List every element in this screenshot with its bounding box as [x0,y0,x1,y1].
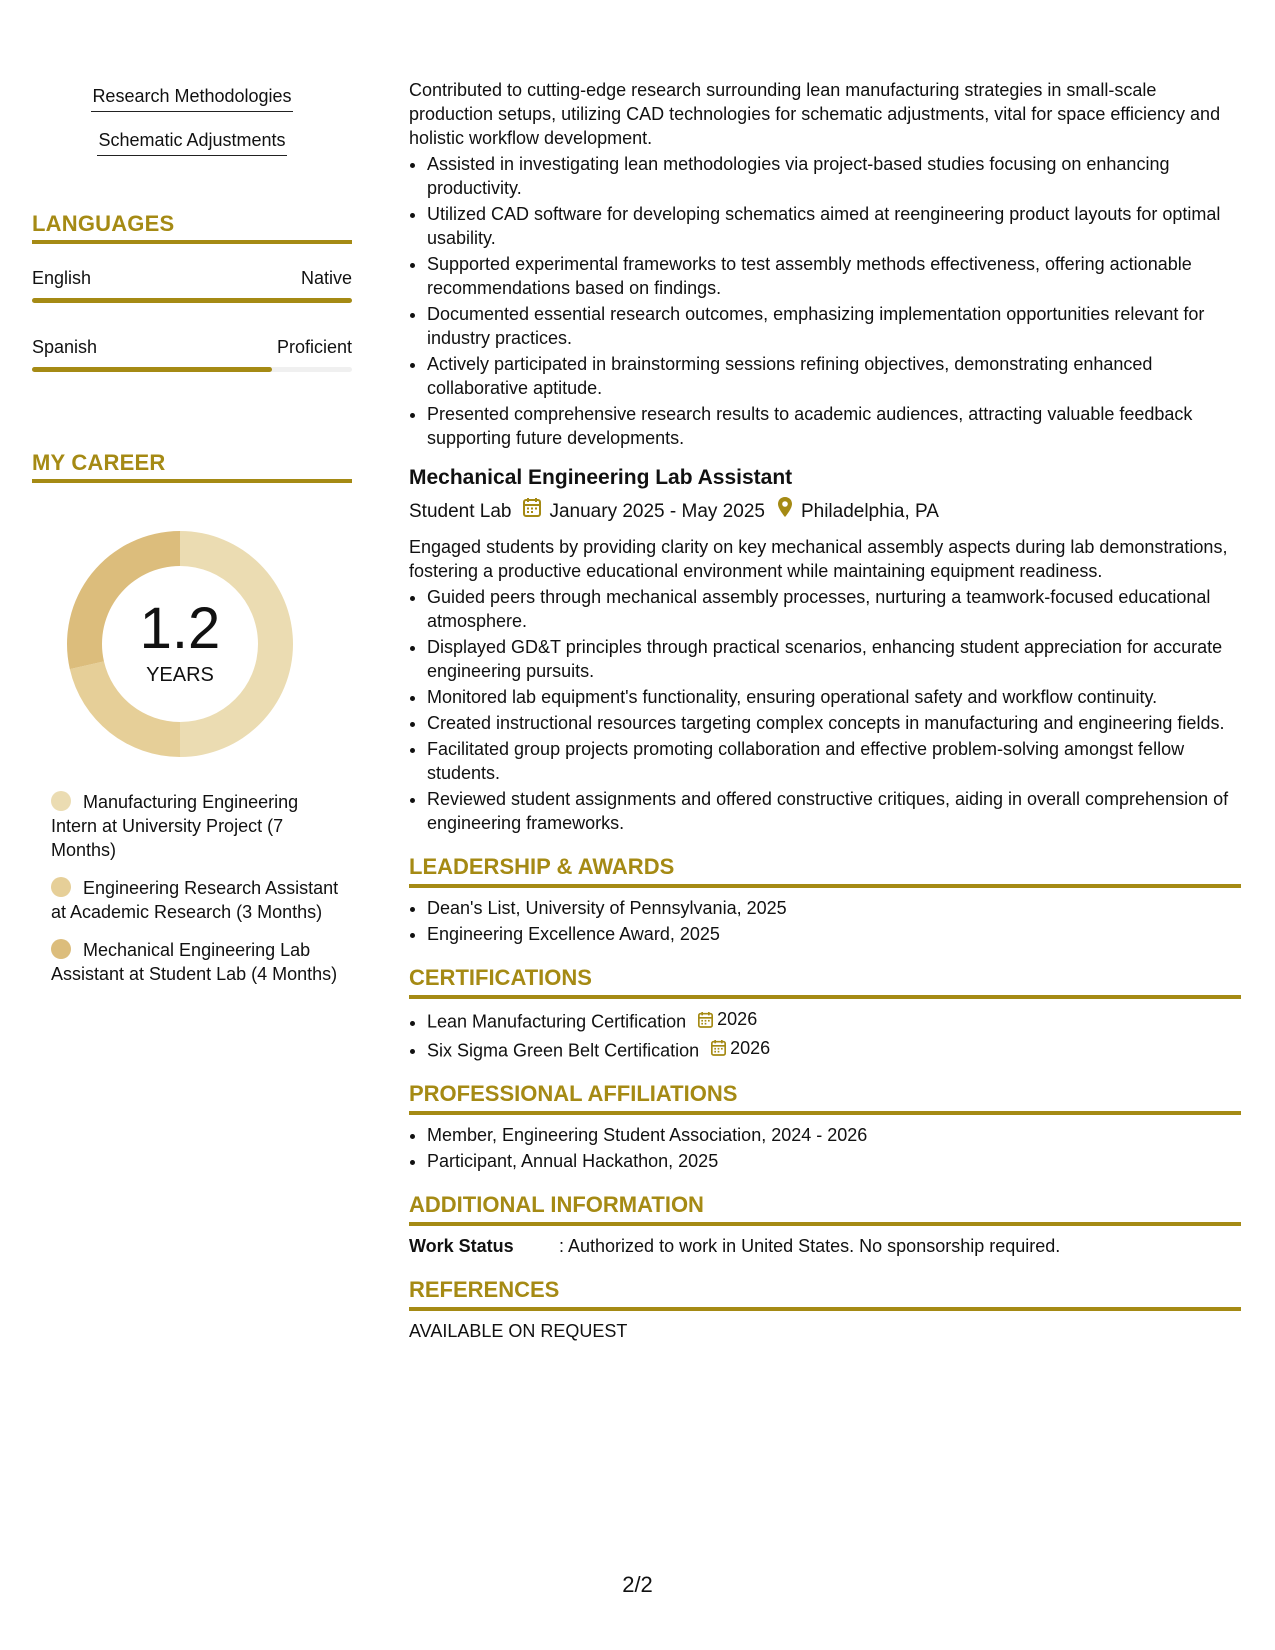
bullet-item: • Documented essential research outcomes, emphasizing implementation opportunities relevant for industry practices. [427,302,1241,350]
language-row [32,335,352,359]
map-pin-icon [777,496,793,527]
certification-year: 2026 [730,1037,771,1058]
language-level: Proficient [276,337,352,357]
affiliation-item: • Member, Engineering Student Association, 2024 - 2026 [427,1123,1241,1147]
language-proficiency-bar [32,298,352,303]
legend-dot-icon [51,939,71,959]
section-divider [409,995,1241,999]
language-row [32,266,352,290]
additional-info-heading: ADDITIONAL INFORMATION [409,1192,704,1217]
language-name: English [32,268,92,288]
legend-dot-icon [51,877,71,897]
affiliations-heading: PROFESSIONAL AFFILIATIONS [409,1081,738,1106]
affiliation-item: • Participant, Annual Hackathon, 2025 [427,1149,1241,1173]
language-name: Spanish [32,337,98,357]
work-status-label: Work Status [409,1236,514,1256]
career-heading: MY CAREER [32,450,166,475]
section-divider [409,1222,1241,1226]
job-dates: January 2025 - May 2025 [549,500,765,522]
job-company: Student Lab [409,500,512,522]
career-donut-chart [67,531,293,757]
section-divider [32,240,352,244]
calendar-icon [523,497,541,526]
language-proficiency-fill [32,298,352,303]
career-legend-item [51,938,341,986]
bullet-item: • Created instructional resources targeting complex concepts in manufacturing and engineering fields. [427,711,1241,735]
bullet-item: • Reviewed student assignments and offered constructive critiques, aiding in overall comprehension of engineering frameworks. [427,787,1241,835]
career-legend-label: Engineering Research Assistant at Academic Research (3 Months) [51,878,339,922]
references-heading: REFERENCES [409,1277,560,1302]
skill-tag: Research Methodologies [32,84,352,112]
work-status-row [409,1234,1241,1258]
language-level: Native [300,268,352,288]
bullet-item: • Presented comprehensive research results to academic audiences, attracting valuable feedback supporting future developments. [427,402,1241,450]
calendar-icon [711,1039,726,1056]
section-divider [409,1307,1241,1311]
bullet-item: • Facilitated group projects promoting collaboration and effective problem-solving amongst fellow students. [427,737,1241,785]
career-legend-label: Mechanical Engineering Lab Assistant at Student Lab (4 Months) [51,940,338,984]
job-title: Mechanical Engineering Lab Assistant [409,466,793,489]
job-summary: Engaged students by providing clarity on key mechanical assembly aspects during lab demonstrations, fostering a productive educational environment while maintaining equipment readiness. [409,537,1228,581]
bullet-item: • Monitored lab equipment's functionality, ensuring operational safety and workflow continuity. [427,685,1241,709]
job-location: Philadelphia, PA [800,500,939,522]
certifications-heading: CERTIFICATIONS [409,965,592,990]
certification-name: Six Sigma Green Belt Certification [427,1040,700,1060]
award-item: • Dean's List, University of Pennsylvania, 2025 [427,896,1241,920]
career-donut-center [67,531,293,757]
award-item: • Engineering Excellence Award, 2025 [427,922,1241,946]
section-divider [409,884,1241,888]
career-legend-label: Manufacturing Engineering Intern at University Project (7 Months) [51,792,299,860]
main-content [409,78,1241,1343]
certification-year: 2026 [717,1009,758,1029]
bullet-item: • Guided peers through mechanical assembly processes, nurturing a teamwork-focused educational atmosphere. [427,585,1241,633]
experience-bullets [409,152,1241,450]
bullet-item: • Assisted in investigating lean methodologies via project-based studies focusing on enhancing productivity. [427,152,1241,200]
section-divider [32,479,352,483]
references-text: AVAILABLE ON REQUEST [409,1321,628,1341]
language-proficiency-fill [32,367,272,372]
certification-item [427,1036,1241,1063]
certifications-list [409,1007,1241,1062]
career-legend [51,790,341,1000]
certification-name: Lean Manufacturing Certification [427,1011,687,1032]
career-legend-item [51,876,341,924]
affiliations-list [409,1123,1241,1173]
career-legend-item [51,790,341,862]
job-meta [409,496,1241,527]
bullet-item: • Utilized CAD software for developing schematics aimed at reengineering product layouts for optimal usability. [427,202,1241,250]
career-total-years: 1.2 [139,596,221,661]
leadership-list [409,896,1241,946]
experience-intro: Contributed to cutting-edge research surrounding lean manufacturing strategies in small-scale production setups, utilizing CAD technologies for schematic adjustments, vital for space efficiency and holistic workflow development. [409,80,1221,148]
languages-heading: LANGUAGES [32,211,175,236]
page-number: 2/2 [622,1572,653,1597]
bullet-item: • Supported experimental frameworks to test assembly methods effectiveness, offering actionable recommendations based on findings. [427,252,1241,300]
certification-item [427,1007,1241,1034]
skill-tag: Schematic Adjustments [32,128,352,156]
bullet-item: • Actively participated in brainstorming sessions refining objectives, demonstrating enhanced collaborative aptitude. [427,352,1241,400]
work-status-value: : Authorized to work in United States. No sponsorship required. [559,1236,1061,1256]
legend-dot-icon [51,791,71,811]
calendar-icon [698,1011,713,1028]
bullet-item: • Displayed GD&T principles through practical scenarios, enhancing student appreciation for accurate engineering pursuits. [427,635,1241,683]
leadership-heading: LEADERSHIP & AWARDS [409,854,675,879]
section-divider [409,1111,1241,1115]
career-total-unit: YEARS [146,664,214,686]
job-bullets [409,585,1241,835]
language-proficiency-bar [32,367,352,372]
